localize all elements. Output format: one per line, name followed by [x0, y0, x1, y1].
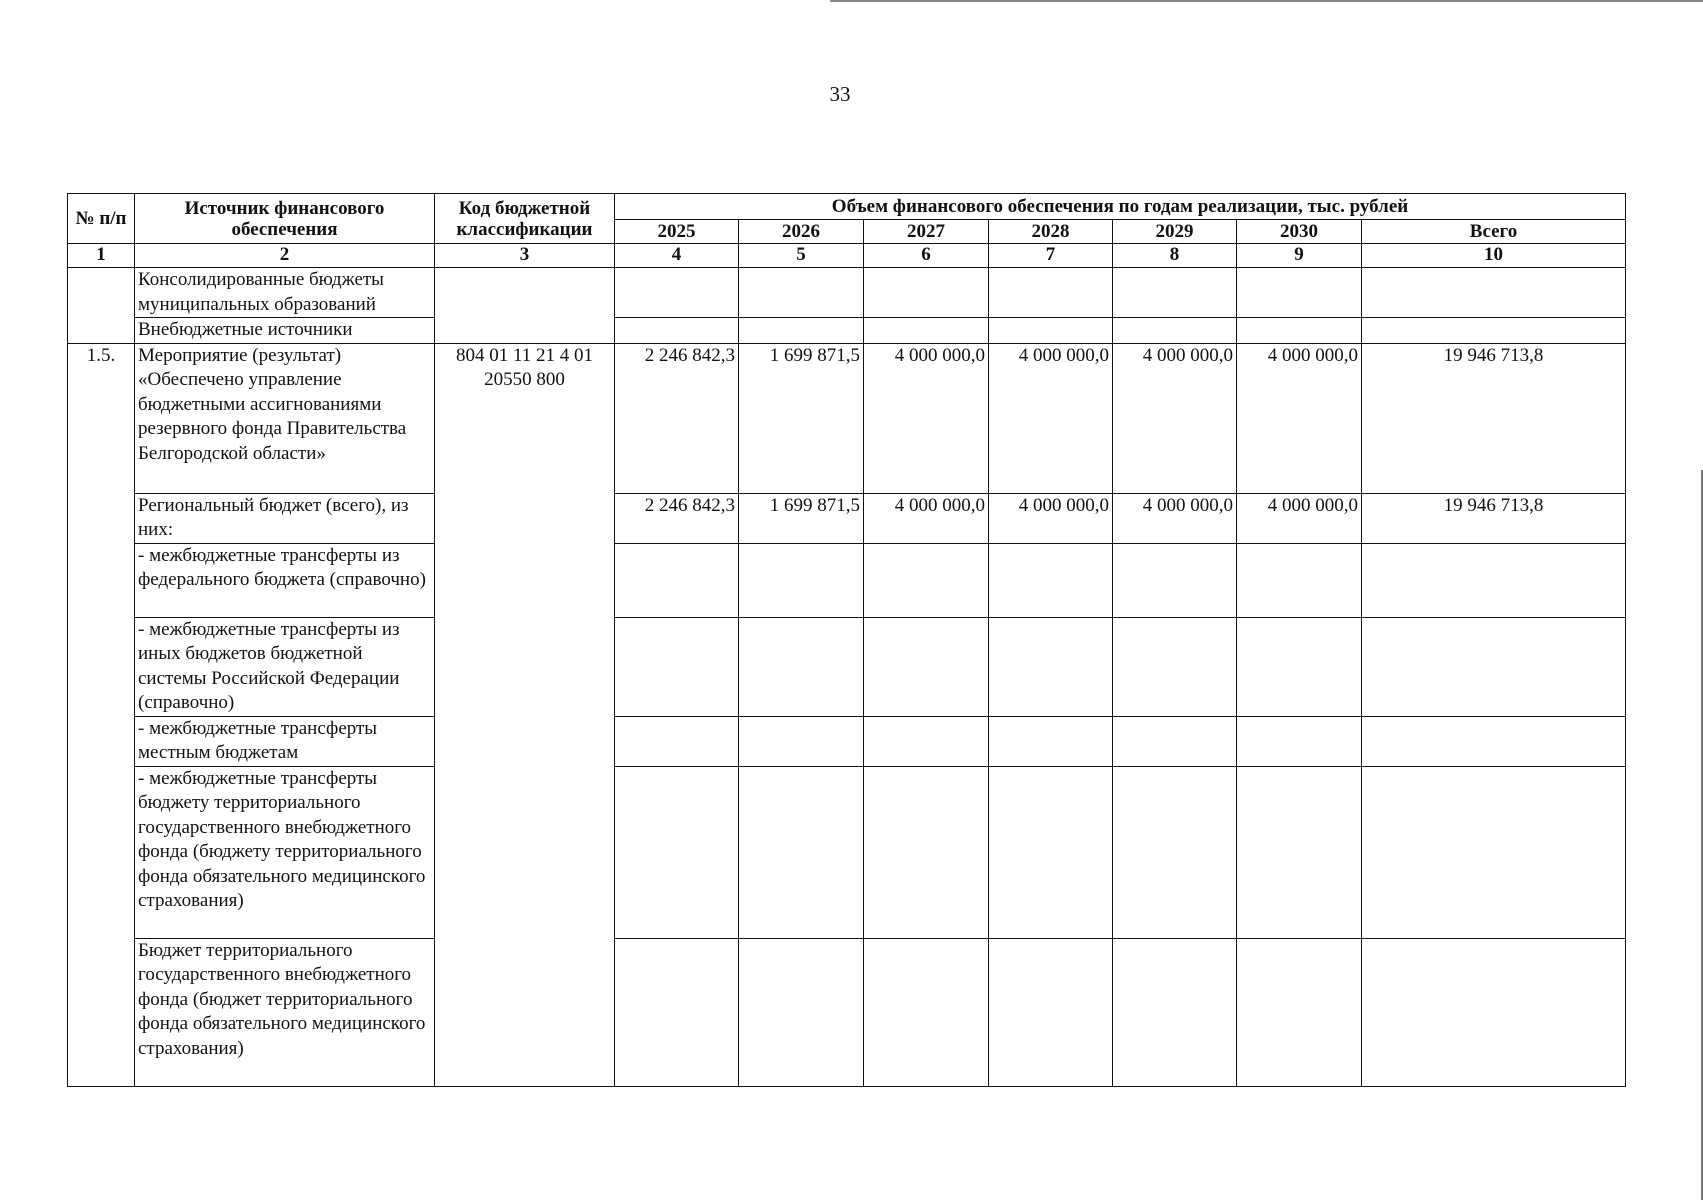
- table-row: [68, 938, 1626, 1086]
- table-row: [68, 543, 1626, 617]
- value-cell: 1 699 871,5: [739, 343, 864, 493]
- value-cell: [615, 766, 739, 938]
- table-row: [68, 766, 1626, 938]
- scan-edge-top: [830, 0, 1703, 2]
- value-cell: [615, 716, 739, 766]
- index-cell: 5: [739, 244, 864, 268]
- source-cell: Внебюджетные источники: [135, 318, 435, 344]
- value-cell: [1237, 617, 1362, 716]
- header-row-1: [68, 194, 1626, 220]
- header-col-source: Источник финансового обеспечения: [135, 194, 435, 244]
- value-cell: [739, 766, 864, 938]
- value-cell: [739, 617, 864, 716]
- value-cell: [739, 716, 864, 766]
- budget-code: 804 01 11 21 4 01 20550 800: [435, 343, 615, 1086]
- value-cell: [864, 543, 989, 617]
- value-cell: [989, 543, 1113, 617]
- value-cell: [1113, 938, 1237, 1086]
- total-cell: 19 946 713,8: [1362, 493, 1626, 543]
- value-cell: [1113, 766, 1237, 938]
- no-cell: [68, 268, 135, 344]
- table-row: [68, 716, 1626, 766]
- source-cell: Бюджет территориального государственного внебюджетного фонда (бюджет территориального фонда обязательного медицинского страхования): [135, 938, 435, 1086]
- total-cell: [1362, 543, 1626, 617]
- header-year: 2029: [1113, 220, 1237, 244]
- value-cell: [864, 268, 989, 318]
- value-cell: [1113, 716, 1237, 766]
- page-number: 33: [829, 82, 851, 106]
- total-cell: [1362, 617, 1626, 716]
- value-cell: [615, 543, 739, 617]
- table-row: [68, 268, 1626, 318]
- row-number: 1.5.: [68, 343, 135, 1086]
- value-cell: [739, 938, 864, 1086]
- value-cell: [1113, 318, 1237, 344]
- total-cell: [1362, 268, 1626, 318]
- value-cell: 4 000 000,0: [989, 343, 1113, 493]
- source-cell: - межбюджетные трансферты местным бюджетам: [135, 716, 435, 766]
- header-year: 2028: [989, 220, 1113, 244]
- header-total: Всего: [1362, 220, 1626, 244]
- value-cell: 1 699 871,5: [739, 493, 864, 543]
- value-cell: [989, 268, 1113, 318]
- header-col-code: Код бюджетной классификации: [435, 194, 615, 244]
- value-cell: 4 000 000,0: [1237, 343, 1362, 493]
- value-cell: [1113, 268, 1237, 318]
- value-cell: [1237, 766, 1362, 938]
- index-cell: 4: [615, 244, 739, 268]
- value-cell: 4 000 000,0: [1237, 493, 1362, 543]
- value-cell: 4 000 000,0: [989, 493, 1113, 543]
- financing-table: [67, 193, 1626, 1087]
- header-col-no: № п/п: [68, 194, 135, 244]
- value-cell: [615, 938, 739, 1086]
- header-year: 2026: [739, 220, 864, 244]
- table-row: [68, 617, 1626, 716]
- table-row: [68, 318, 1626, 344]
- value-cell: 4 000 000,0: [864, 493, 989, 543]
- source-cell: Консолидированные бюджеты муниципальных образований: [135, 268, 435, 318]
- index-row: [68, 244, 1626, 268]
- value-cell: [864, 938, 989, 1086]
- table-row: [68, 493, 1626, 543]
- value-cell: [615, 318, 739, 344]
- value-cell: [989, 766, 1113, 938]
- value-cell: [1237, 268, 1362, 318]
- value-cell: [739, 268, 864, 318]
- source-cell: Мероприятие (результат) «Обеспечено управление бюджетными ассигнованиями резервного фонда Правительства Белгородской области»: [135, 343, 435, 493]
- value-cell: 4 000 000,0: [1113, 493, 1237, 543]
- source-cell: Региональный бюджет (всего), из них:: [135, 493, 435, 543]
- header-year: 2027: [864, 220, 989, 244]
- header-year: 2030: [1237, 220, 1362, 244]
- value-cell: [615, 268, 739, 318]
- value-cell: 4 000 000,0: [1113, 343, 1237, 493]
- index-cell: 10: [1362, 244, 1626, 268]
- index-cell: 1: [68, 244, 135, 268]
- value-cell: 2 246 842,3: [615, 343, 739, 493]
- value-cell: [864, 318, 989, 344]
- value-cell: [1237, 716, 1362, 766]
- value-cell: 2 246 842,3: [615, 493, 739, 543]
- value-cell: [1113, 543, 1237, 617]
- total-cell: [1362, 766, 1626, 938]
- value-cell: [1237, 318, 1362, 344]
- value-cell: [1237, 938, 1362, 1086]
- value-cell: [739, 543, 864, 617]
- total-cell: [1362, 938, 1626, 1086]
- header-year: 2025: [615, 220, 739, 244]
- code-cell: [435, 268, 615, 344]
- value-cell: [989, 716, 1113, 766]
- index-cell: 8: [1113, 244, 1237, 268]
- source-cell: - межбюджетные трансферты из федерального бюджета (справочно): [135, 543, 435, 617]
- total-cell: [1362, 318, 1626, 344]
- value-cell: [739, 318, 864, 344]
- value-cell: 4 000 000,0: [864, 343, 989, 493]
- value-cell: [1237, 543, 1362, 617]
- value-cell: [989, 617, 1113, 716]
- index-cell: 9: [1237, 244, 1362, 268]
- value-cell: [864, 617, 989, 716]
- total-cell: 19 946 713,8: [1362, 343, 1626, 493]
- index-cell: 2: [135, 244, 435, 268]
- source-cell: - межбюджетные трансферты из иных бюджетов бюджетной системы Российской Федерации (справочно): [135, 617, 435, 716]
- value-cell: [989, 938, 1113, 1086]
- header-col-volume: Объем финансового обеспечения по годам реализации, тыс. рублей: [615, 194, 1626, 220]
- total-cell: [1362, 716, 1626, 766]
- source-cell: - межбюджетные трансферты бюджету территориального государственного внебюджетного фонда (бюджету территориального фонда обязательного медицинского страхования): [135, 766, 435, 938]
- index-cell: 7: [989, 244, 1113, 268]
- value-cell: [864, 766, 989, 938]
- index-cell: 6: [864, 244, 989, 268]
- value-cell: [989, 318, 1113, 344]
- value-cell: [1113, 617, 1237, 716]
- index-cell: 3: [435, 244, 615, 268]
- table-row: [68, 343, 1626, 493]
- value-cell: [864, 716, 989, 766]
- value-cell: [615, 617, 739, 716]
